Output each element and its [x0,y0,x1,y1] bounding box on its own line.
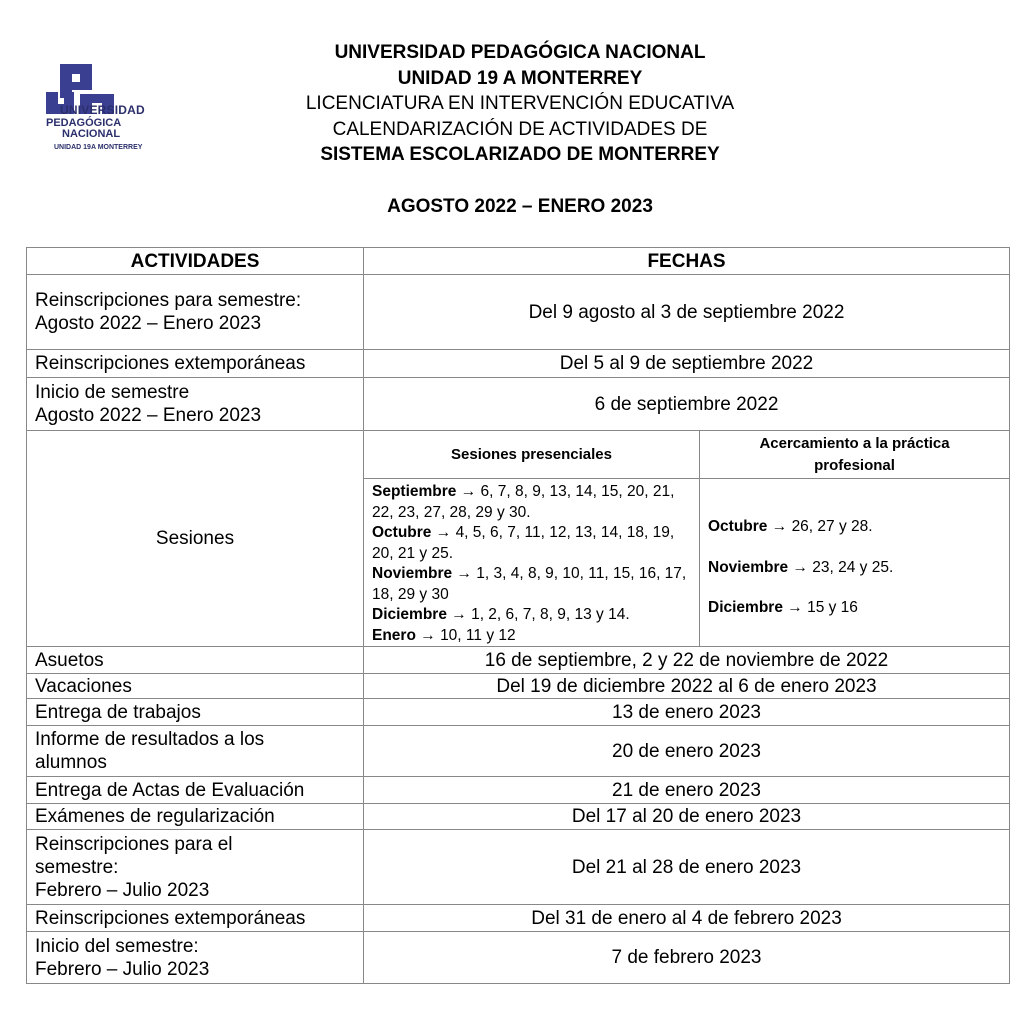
activity-cell: Inicio del semestre: Febrero – Julio 2023 [27,932,364,984]
table-row [27,804,1010,830]
table-row [27,699,1010,726]
logo-text-universidad: UNIVERSIDAD [60,103,145,117]
sessions-presenciales-header: Sesiones presenciales [364,431,700,479]
date-cell: 13 de enero 2023 [364,699,1010,726]
date-cell: Del 21 al 28 de enero 2023 [364,830,1010,905]
header-calendar: CALENDARIZACIÓN DE ACTIVIDADES DE [332,118,708,140]
activity-cell: Asuetos [27,647,364,674]
sessions-practica-header: Acercamiento a la práctica profesional [700,431,1010,479]
upn-logo [44,62,194,158]
activity-cell: Entrega de Actas de Evaluación [27,777,364,804]
document-header [230,40,810,168]
logo-text-pedagogica: PEDAGÓGICA [46,117,122,129]
date-cell: 6 de septiembre 2022 [364,378,1010,431]
logo-text-nacional: NACIONAL [62,128,121,140]
activity-cell: Reinscripciones para semestre: Agosto 2022 – Enero 2023 [27,275,364,350]
activity-cell: Vacaciones [27,674,364,699]
sessions-label: Sesiones [27,431,364,647]
header-fechas: FECHAS [364,248,1010,275]
sessions-header-row [27,431,1010,479]
table-row [27,647,1010,674]
header-system: SISTEMA ESCOLARIZADO DE MONTERREY [320,144,720,165]
table-row [27,932,1010,984]
date-cell: Del 5 al 9 de septiembre 2022 [364,350,1010,378]
activity-cell: Inicio de semestre Agosto 2022 – Enero 2023 [27,378,364,431]
date-cell: Del 17 al 20 de enero 2023 [364,804,1010,830]
header-unit: UNIDAD 19 A MONTERREY [397,67,643,89]
date-cell: Del 9 agosto al 3 de septiembre 2022 [364,275,1010,350]
activity-cell: Reinscripciones extemporáneas [27,350,364,378]
date-cell: Del 31 de enero al 4 de febrero 2023 [364,905,1010,932]
date-cell: 16 de septiembre, 2 y 22 de noviembre de 2022 [364,647,1010,674]
date-cell: 20 de enero 2023 [364,726,1010,777]
sessions-practica-list: Octubre → 26, 27 y 28. Noviembre → 23, 24 y 25. Diciembre → 15 y 16 [700,479,1010,647]
activity-cell: Entrega de trabajos [27,699,364,726]
header-actividades: ACTIVIDADES [27,248,364,275]
date-cell: 21 de enero 2023 [364,777,1010,804]
activity-cell: Exámenes de regularización [27,804,364,830]
date-cell: Del 19 de diciembre 2022 al 6 de enero 2023 [364,674,1010,699]
table-row [27,275,1010,350]
date-cell: 7 de febrero 2023 [364,932,1010,984]
table-row [27,830,1010,905]
table-row [27,378,1010,431]
table-row [27,350,1010,378]
activity-cell: Reinscripciones extemporáneas [27,905,364,932]
activity-cell: Informe de resultados a los alumnos [27,726,364,777]
header-degree: LICENCIATURA EN INTERVENCIÓN EDUCATIVA [305,93,735,114]
activities-table [26,247,1010,984]
sessions-presenciales-list: Septiembre → 6, 7, 8, 9, 13, 14, 15, 20, 21, 22, 23, 27, 28, 29 y 30. Octubre → 4, 5, 6, 7, 11, 12, 13, 14, 18, 19, 20, 21 y 25. Noviembre → 1, 3, 4, 8, 9, 10, 11, 15, 16, 17, 18, 29 y 30 Diciembre → 1, 2, 6, 7, 8, 9, 13 y 14. Enero → 10, 11 y 12 [364,479,700,647]
table-row [27,905,1010,932]
activity-cell: Reinscripciones para el semestre: Febrero – Julio 2023 [27,830,364,905]
logo-text-unidad: UNIDAD 19A MONTERREY [54,144,143,151]
table-header-row [27,248,1010,275]
header-university: UNIVERSIDAD PEDAGÓGICA NACIONAL [334,42,706,63]
table-row [27,674,1010,699]
period-title: AGOSTO 2022 – ENERO 2023 [387,196,653,217]
table-row [27,726,1010,777]
table-row [27,777,1010,804]
